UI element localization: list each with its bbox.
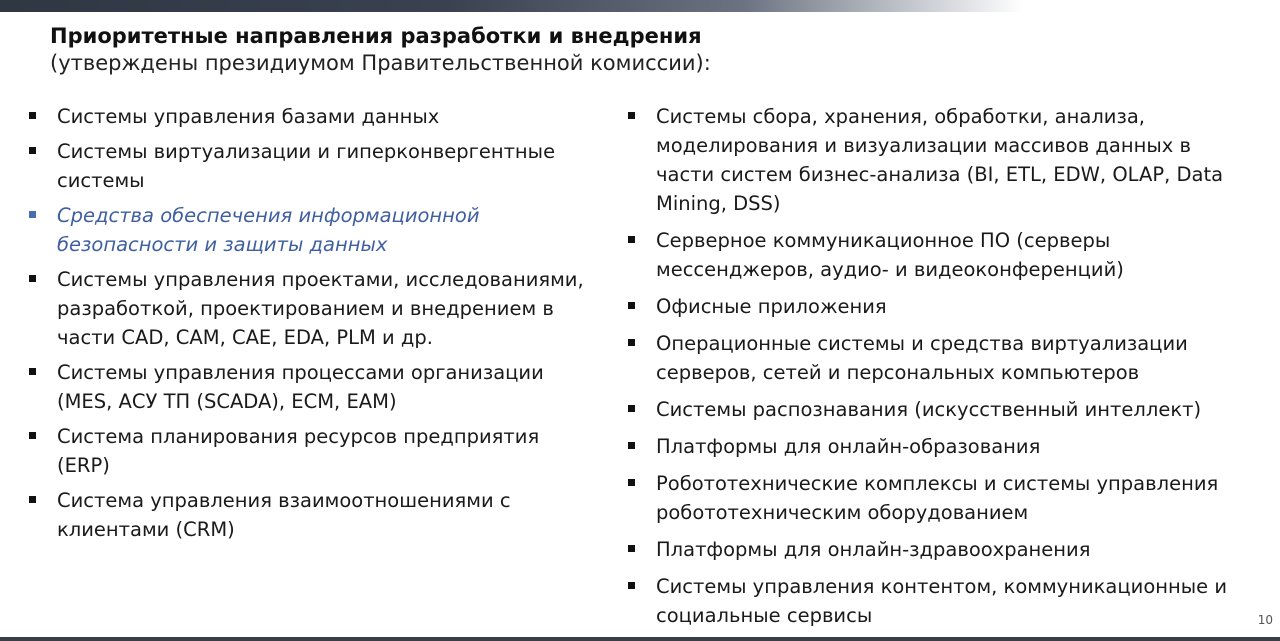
square-bullet-icon [628, 112, 635, 119]
list-item [627, 226, 1237, 284]
list-item-text: Системы управления процессами организации (MES, АСУ ТП (SCADA), ECM, EAM) [57, 361, 544, 413]
list-item [28, 265, 588, 352]
square-bullet-icon [628, 582, 635, 589]
left-priority-list [28, 102, 588, 550]
list-item [28, 102, 588, 131]
list-item-highlighted [28, 201, 588, 259]
square-bullet-icon [29, 112, 36, 119]
square-bullet-icon [628, 339, 635, 346]
list-item-text: Офисные приложения [656, 295, 887, 318]
square-bullet-icon [29, 368, 36, 375]
list-item-text: Системы распознавания (искусственный интеллект) [656, 398, 1202, 421]
list-item-text: Система планирования ресурсов предприятия (ERP) [57, 425, 540, 477]
square-bullet-icon [628, 405, 635, 412]
page-number: 10 [1257, 613, 1273, 627]
square-bullet-icon [628, 479, 635, 486]
list-item-text: Системы сбора, хранения, обработки, анализа, моделирования и визуализации массивов данных в части систем бизнес-анализа (BI, ETL, EDW, OLAP, Data Mining, DSS) [656, 105, 1224, 215]
list-item-text: Операционные системы и средства виртуализации серверов, сетей и персональных компьютеров [656, 332, 1188, 384]
square-bullet-icon [628, 236, 635, 243]
square-bullet-icon [628, 442, 635, 449]
list-item-text: Системы управления контентом, коммуникационные и социальные сервисы [656, 575, 1228, 627]
slide-subtitle: (утверждены президиумом Правительственной комиссии): [50, 51, 711, 75]
list-item [28, 137, 588, 195]
list-item [627, 292, 1237, 321]
square-bullet-icon [29, 211, 36, 218]
square-bullet-icon [628, 545, 635, 552]
square-bullet-icon [29, 496, 36, 503]
list-item-text: Робототехнические комплексы и системы управления робототехническим оборудованием [656, 472, 1219, 524]
footer-bar [0, 637, 1280, 641]
list-item [28, 422, 588, 480]
header-gradient-bar [0, 0, 1280, 12]
right-priority-list [627, 102, 1237, 638]
square-bullet-icon [628, 302, 635, 309]
list-item [627, 469, 1237, 527]
list-item [28, 358, 588, 416]
list-item [627, 572, 1237, 630]
list-item-text: Платформы для онлайн-образования [656, 435, 1041, 458]
square-bullet-icon [29, 147, 36, 154]
list-item [627, 535, 1237, 564]
list-item-text: Платформы для онлайн-здравоохранения [656, 538, 1091, 561]
square-bullet-icon [29, 275, 36, 282]
list-item-text: Системы управления проектами, исследованиями, разработкой, проектированием и внедрением в части CAD, CAM, CAE, EDA, PLM и др. [57, 268, 584, 349]
list-item [28, 486, 588, 544]
list-item-text: Серверное коммуникационное ПО (серверы мессенджеров, аудио- и видеоконференций) [656, 229, 1124, 281]
list-item-text: Средства обеспечения информационной безопасности и защиты данных [57, 204, 480, 256]
list-item [627, 329, 1237, 387]
list-item [627, 395, 1237, 424]
list-item [627, 432, 1237, 461]
list-item-text: Система управления взаимоотношениями с клиентами (CRM) [57, 489, 511, 541]
list-item-text: Системы управления базами данных [57, 105, 440, 128]
list-item [627, 102, 1237, 218]
list-item-text: Системы виртуализации и гиперконвергентные системы [57, 140, 556, 192]
square-bullet-icon [29, 432, 36, 439]
slide-title: Приоритетные направления разработки и внедрения [50, 24, 702, 48]
